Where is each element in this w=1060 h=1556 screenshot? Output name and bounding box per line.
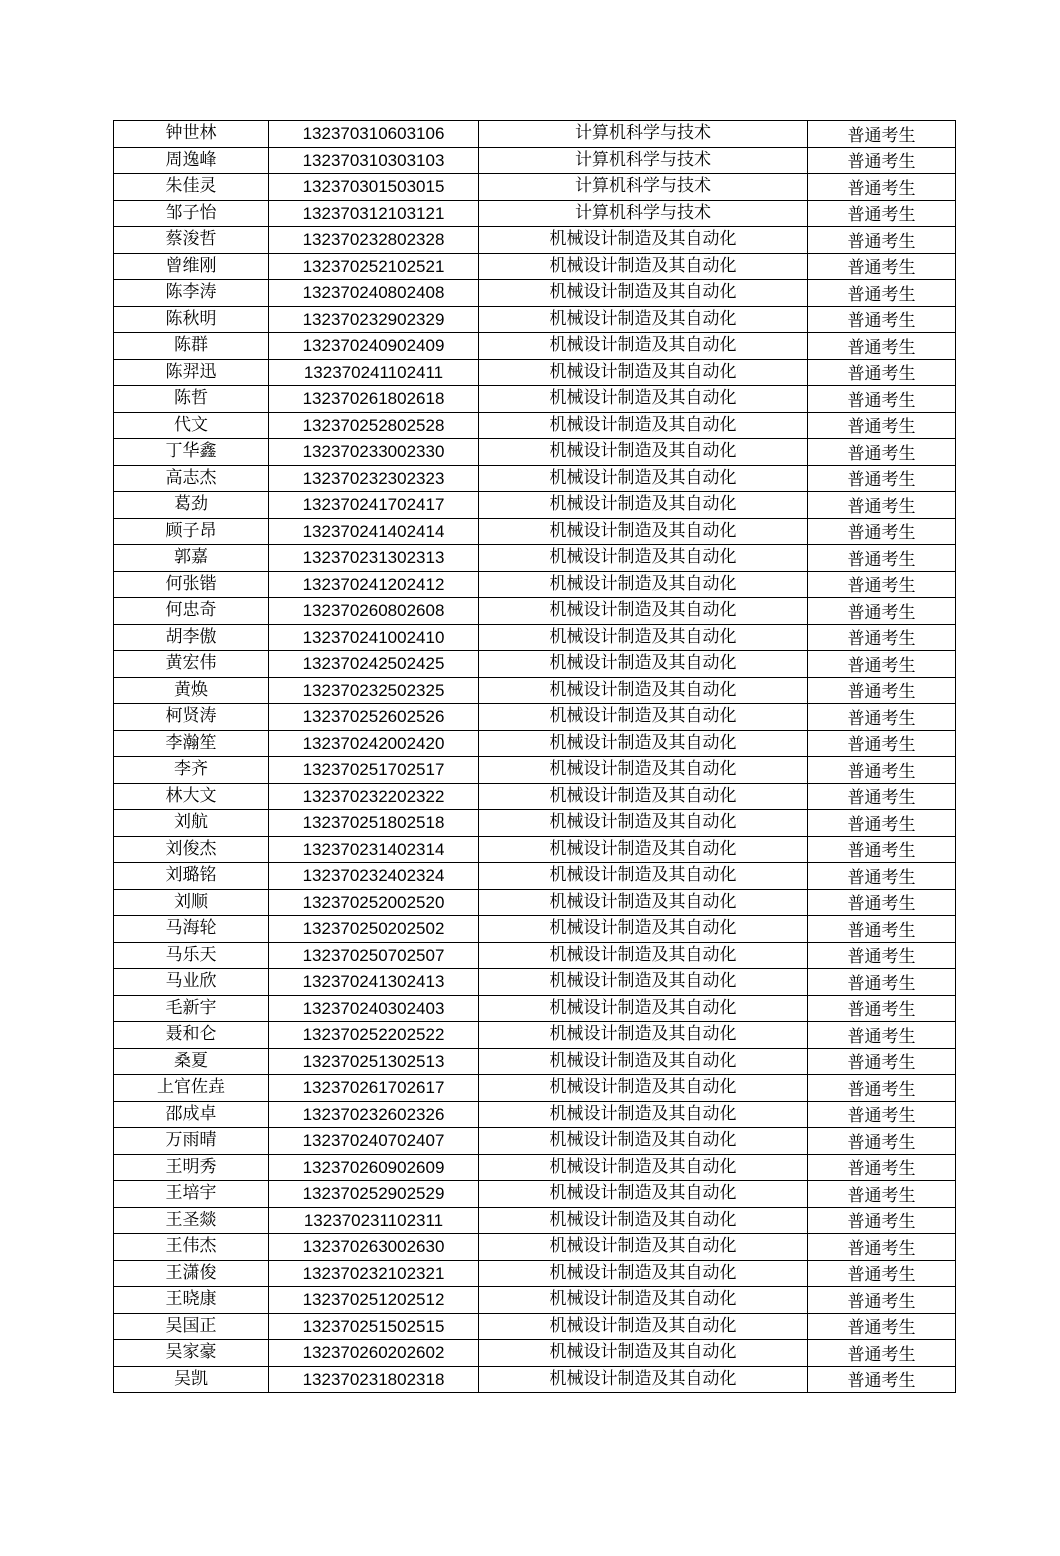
exam-number-cell: 132370252202522 (269, 1022, 479, 1049)
student-name-cell: 邵成卓 (114, 1101, 269, 1128)
candidate-type-cell: 普通考生 (808, 571, 956, 598)
table-row (114, 704, 956, 731)
exam-number-cell: 132370240902409 (269, 333, 479, 360)
student-name-cell: 王晓康 (114, 1287, 269, 1314)
major-cell: 机械设计制造及其自动化 (479, 1181, 808, 1208)
major-cell: 机械设计制造及其自动化 (479, 969, 808, 996)
major-cell: 机械设计制造及其自动化 (479, 492, 808, 519)
candidate-type-cell: 普通考生 (808, 147, 956, 174)
student-name-cell: 吴凯 (114, 1366, 269, 1393)
candidate-type-cell: 普通考生 (808, 545, 956, 572)
table-row (114, 359, 956, 386)
major-cell: 机械设计制造及其自动化 (479, 624, 808, 651)
major-cell: 机械设计制造及其自动化 (479, 651, 808, 678)
table-row (114, 1048, 956, 1075)
candidate-type-cell: 普通考生 (808, 677, 956, 704)
candidate-type-cell: 普通考生 (808, 730, 956, 757)
major-cell: 机械设计制造及其自动化 (479, 1154, 808, 1181)
candidate-type-cell: 普通考生 (808, 1101, 956, 1128)
major-cell: 机械设计制造及其自动化 (479, 1022, 808, 1049)
exam-number-cell: 132370241202412 (269, 571, 479, 598)
exam-number-cell: 132370233002330 (269, 439, 479, 466)
student-name-cell: 马海轮 (114, 916, 269, 943)
candidate-type-cell: 普通考生 (808, 518, 956, 545)
student-name-cell: 王明秀 (114, 1154, 269, 1181)
exam-number-cell: 132370251302513 (269, 1048, 479, 1075)
major-cell: 机械设计制造及其自动化 (479, 386, 808, 413)
student-name-cell: 上官佐垚 (114, 1075, 269, 1102)
exam-number-cell: 132370301503015 (269, 174, 479, 201)
student-name-cell: 邹子怡 (114, 200, 269, 227)
candidate-type-cell: 普通考生 (808, 253, 956, 280)
table-row (114, 439, 956, 466)
table-row (114, 1313, 956, 1340)
candidate-type-cell: 普通考生 (808, 1313, 956, 1340)
student-name-cell: 陈群 (114, 333, 269, 360)
candidate-type-cell: 普通考生 (808, 465, 956, 492)
table-row (114, 1154, 956, 1181)
major-cell: 机械设计制造及其自动化 (479, 439, 808, 466)
student-name-cell: 陈李涛 (114, 280, 269, 307)
table-row (114, 200, 956, 227)
exam-number-cell: 132370232102321 (269, 1260, 479, 1287)
candidate-type-cell: 普通考生 (808, 439, 956, 466)
exam-number-cell: 132370232902329 (269, 306, 479, 333)
table-row (114, 492, 956, 519)
exam-number-cell: 132370240302403 (269, 995, 479, 1022)
major-cell: 机械设计制造及其自动化 (479, 916, 808, 943)
student-name-cell: 代文 (114, 412, 269, 439)
candidate-type-cell: 普通考生 (808, 757, 956, 784)
table-row (114, 624, 956, 651)
major-cell: 机械设计制造及其自动化 (479, 1128, 808, 1155)
candidate-type-cell: 普通考生 (808, 995, 956, 1022)
table-row (114, 174, 956, 201)
major-cell: 机械设计制造及其自动化 (479, 1048, 808, 1075)
exam-number-cell: 132370252102521 (269, 253, 479, 280)
major-cell: 机械设计制造及其自动化 (479, 1234, 808, 1261)
candidate-type-cell: 普通考生 (808, 916, 956, 943)
student-name-cell: 马乐天 (114, 942, 269, 969)
candidate-type-cell: 普通考生 (808, 969, 956, 996)
exam-number-cell: 132370251502515 (269, 1313, 479, 1340)
major-cell: 机械设计制造及其自动化 (479, 1260, 808, 1287)
roster-table (113, 120, 956, 1393)
student-name-cell: 柯贤涛 (114, 704, 269, 731)
candidate-type-cell: 普通考生 (808, 200, 956, 227)
exam-number-cell: 132370310303103 (269, 147, 479, 174)
exam-number-cell: 132370231302313 (269, 545, 479, 572)
candidate-type-cell: 普通考生 (808, 1048, 956, 1075)
major-cell: 机械设计制造及其自动化 (479, 783, 808, 810)
student-name-cell: 黄宏伟 (114, 651, 269, 678)
table-row (114, 810, 956, 837)
table-row (114, 253, 956, 280)
table-row (114, 969, 956, 996)
student-name-cell: 吴国正 (114, 1313, 269, 1340)
table-row (114, 545, 956, 572)
table-row (114, 995, 956, 1022)
student-name-cell: 黄焕 (114, 677, 269, 704)
student-name-cell: 刘俊杰 (114, 836, 269, 863)
candidate-type-cell: 普通考生 (808, 1181, 956, 1208)
table-row (114, 147, 956, 174)
candidate-type-cell: 普通考生 (808, 1366, 956, 1393)
major-cell: 机械设计制造及其自动化 (479, 942, 808, 969)
major-cell: 机械设计制造及其自动化 (479, 280, 808, 307)
student-name-cell: 王圣燚 (114, 1207, 269, 1234)
candidate-type-cell: 普通考生 (808, 386, 956, 413)
table-row (114, 916, 956, 943)
major-cell: 机械设计制造及其自动化 (479, 571, 808, 598)
student-name-cell: 顾子昂 (114, 518, 269, 545)
student-name-cell: 李齐 (114, 757, 269, 784)
major-cell: 机械设计制造及其自动化 (479, 863, 808, 890)
student-name-cell: 马业欣 (114, 969, 269, 996)
candidate-type-cell: 普通考生 (808, 333, 956, 360)
major-cell: 机械设计制造及其自动化 (479, 306, 808, 333)
candidate-type-cell: 普通考生 (808, 227, 956, 254)
major-cell: 机械设计制造及其自动化 (479, 1340, 808, 1367)
exam-number-cell: 132370231802318 (269, 1366, 479, 1393)
major-cell: 机械设计制造及其自动化 (479, 545, 808, 572)
student-name-cell: 刘顺 (114, 889, 269, 916)
student-name-cell: 钟世林 (114, 121, 269, 148)
student-name-cell: 何张锴 (114, 571, 269, 598)
exam-number-cell: 132370263002630 (269, 1234, 479, 1261)
table-row (114, 280, 956, 307)
student-name-cell: 胡李傲 (114, 624, 269, 651)
candidate-type-cell: 普通考生 (808, 651, 956, 678)
table-row (114, 1260, 956, 1287)
student-name-cell: 蔡浚哲 (114, 227, 269, 254)
exam-number-cell: 132370261702617 (269, 1075, 479, 1102)
student-name-cell: 朱佳灵 (114, 174, 269, 201)
major-cell: 机械设计制造及其自动化 (479, 889, 808, 916)
candidate-type-cell: 普通考生 (808, 836, 956, 863)
student-name-cell: 高志杰 (114, 465, 269, 492)
major-cell: 机械设计制造及其自动化 (479, 677, 808, 704)
table-row (114, 121, 956, 148)
exam-number-cell: 132370241302413 (269, 969, 479, 996)
major-cell: 计算机科学与技术 (479, 200, 808, 227)
exam-number-cell: 132370252002520 (269, 889, 479, 916)
table-row (114, 598, 956, 625)
exam-number-cell: 132370250702507 (269, 942, 479, 969)
student-name-cell: 万雨晴 (114, 1128, 269, 1155)
student-name-cell: 林大文 (114, 783, 269, 810)
exam-number-cell: 132370250202502 (269, 916, 479, 943)
student-name-cell: 桑夏 (114, 1048, 269, 1075)
table-row (114, 306, 956, 333)
major-cell: 机械设计制造及其自动化 (479, 598, 808, 625)
student-name-cell: 丁华鑫 (114, 439, 269, 466)
table-row (114, 333, 956, 360)
exam-number-cell: 132370251202512 (269, 1287, 479, 1314)
student-name-cell: 王培宇 (114, 1181, 269, 1208)
table-row (114, 1366, 956, 1393)
exam-number-cell: 132370252902529 (269, 1181, 479, 1208)
candidate-type-cell: 普通考生 (808, 704, 956, 731)
table-row (114, 651, 956, 678)
candidate-type-cell: 普通考生 (808, 492, 956, 519)
major-cell: 机械设计制造及其自动化 (479, 995, 808, 1022)
exam-number-cell: 132370310603106 (269, 121, 479, 148)
exam-number-cell: 132370312103121 (269, 200, 479, 227)
exam-number-cell: 132370251702517 (269, 757, 479, 784)
student-name-cell: 刘航 (114, 810, 269, 837)
student-name-cell: 陈秋明 (114, 306, 269, 333)
exam-number-cell: 132370240802408 (269, 280, 479, 307)
major-cell: 机械设计制造及其自动化 (479, 359, 808, 386)
table-row (114, 783, 956, 810)
table-row (114, 889, 956, 916)
exam-number-cell: 132370242002420 (269, 730, 479, 757)
major-cell: 计算机科学与技术 (479, 147, 808, 174)
major-cell: 机械设计制造及其自动化 (479, 1101, 808, 1128)
table-row (114, 730, 956, 757)
student-name-cell: 王潇俊 (114, 1260, 269, 1287)
exam-number-cell: 132370232302323 (269, 465, 479, 492)
major-cell: 机械设计制造及其自动化 (479, 333, 808, 360)
major-cell: 计算机科学与技术 (479, 121, 808, 148)
major-cell: 机械设计制造及其自动化 (479, 465, 808, 492)
exam-number-cell: 132370261802618 (269, 386, 479, 413)
student-name-cell: 王伟杰 (114, 1234, 269, 1261)
table-row (114, 1075, 956, 1102)
major-cell: 机械设计制造及其自动化 (479, 253, 808, 280)
table-row (114, 1128, 956, 1155)
exam-number-cell: 132370232502325 (269, 677, 479, 704)
exam-number-cell: 132370231102311 (269, 1207, 479, 1234)
candidate-type-cell: 普通考生 (808, 942, 956, 969)
student-name-cell: 葛劲 (114, 492, 269, 519)
exam-number-cell: 132370260902609 (269, 1154, 479, 1181)
candidate-type-cell: 普通考生 (808, 598, 956, 625)
major-cell: 机械设计制造及其自动化 (479, 757, 808, 784)
candidate-type-cell: 普通考生 (808, 1287, 956, 1314)
student-name-cell: 李瀚笙 (114, 730, 269, 757)
candidate-type-cell: 普通考生 (808, 783, 956, 810)
exam-number-cell: 132370232602326 (269, 1101, 479, 1128)
exam-number-cell: 132370252602526 (269, 704, 479, 731)
table-row (114, 1234, 956, 1261)
candidate-type-cell: 普通考生 (808, 889, 956, 916)
candidate-type-cell: 普通考生 (808, 1154, 956, 1181)
major-cell: 机械设计制造及其自动化 (479, 412, 808, 439)
candidate-type-cell: 普通考生 (808, 810, 956, 837)
exam-number-cell: 132370240702407 (269, 1128, 479, 1155)
table-row (114, 412, 956, 439)
exam-number-cell: 132370231402314 (269, 836, 479, 863)
candidate-type-cell: 普通考生 (808, 359, 956, 386)
major-cell: 机械设计制造及其自动化 (479, 704, 808, 731)
exam-number-cell: 132370241402414 (269, 518, 479, 545)
candidate-type-cell: 普通考生 (808, 412, 956, 439)
candidate-type-cell: 普通考生 (808, 1340, 956, 1367)
table-row (114, 757, 956, 784)
table-row (114, 863, 956, 890)
major-cell: 机械设计制造及其自动化 (479, 518, 808, 545)
candidate-type-cell: 普通考生 (808, 863, 956, 890)
table-row (114, 942, 956, 969)
candidate-type-cell: 普通考生 (808, 624, 956, 651)
major-cell: 机械设计制造及其自动化 (479, 836, 808, 863)
exam-number-cell: 132370232802328 (269, 227, 479, 254)
student-name-cell: 陈哲 (114, 386, 269, 413)
candidate-type-cell: 普通考生 (808, 1022, 956, 1049)
table-row (114, 1101, 956, 1128)
table-row (114, 465, 956, 492)
candidate-type-cell: 普通考生 (808, 1075, 956, 1102)
table-row (114, 1181, 956, 1208)
student-name-cell: 陈羿迅 (114, 359, 269, 386)
exam-number-cell: 132370241002410 (269, 624, 479, 651)
exam-number-cell: 132370232202322 (269, 783, 479, 810)
exam-number-cell: 132370241102411 (269, 359, 479, 386)
table-row (114, 836, 956, 863)
exam-number-cell: 132370242502425 (269, 651, 479, 678)
student-name-cell: 郭嘉 (114, 545, 269, 572)
roster-body (114, 121, 956, 1393)
major-cell: 机械设计制造及其自动化 (479, 1207, 808, 1234)
table-row (114, 518, 956, 545)
major-cell: 机械设计制造及其自动化 (479, 227, 808, 254)
candidate-type-cell: 普通考生 (808, 1234, 956, 1261)
table-row (114, 227, 956, 254)
major-cell: 机械设计制造及其自动化 (479, 730, 808, 757)
student-name-cell: 毛新宇 (114, 995, 269, 1022)
table-row (114, 1207, 956, 1234)
table-row (114, 677, 956, 704)
candidate-type-cell: 普通考生 (808, 306, 956, 333)
table-row (114, 386, 956, 413)
table-row (114, 1340, 956, 1367)
table-row (114, 1287, 956, 1314)
candidate-type-cell: 普通考生 (808, 1260, 956, 1287)
student-name-cell: 曾维刚 (114, 253, 269, 280)
major-cell: 机械设计制造及其自动化 (479, 1075, 808, 1102)
exam-number-cell: 132370241702417 (269, 492, 479, 519)
major-cell: 机械设计制造及其自动化 (479, 1366, 808, 1393)
candidate-type-cell: 普通考生 (808, 1128, 956, 1155)
student-name-cell: 吴家豪 (114, 1340, 269, 1367)
major-cell: 机械设计制造及其自动化 (479, 810, 808, 837)
student-name-cell: 聂和仑 (114, 1022, 269, 1049)
major-cell: 计算机科学与技术 (479, 174, 808, 201)
student-name-cell: 周逸峰 (114, 147, 269, 174)
table-row (114, 571, 956, 598)
major-cell: 机械设计制造及其自动化 (479, 1313, 808, 1340)
candidate-type-cell: 普通考生 (808, 174, 956, 201)
exam-number-cell: 132370232402324 (269, 863, 479, 890)
student-name-cell: 何忠奇 (114, 598, 269, 625)
exam-number-cell: 132370260802608 (269, 598, 479, 625)
candidate-type-cell: 普通考生 (808, 121, 956, 148)
candidate-type-cell: 普通考生 (808, 280, 956, 307)
major-cell: 机械设计制造及其自动化 (479, 1287, 808, 1314)
exam-number-cell: 132370251802518 (269, 810, 479, 837)
candidate-type-cell: 普通考生 (808, 1207, 956, 1234)
student-name-cell: 刘璐铭 (114, 863, 269, 890)
exam-number-cell: 132370252802528 (269, 412, 479, 439)
table-row (114, 1022, 956, 1049)
exam-number-cell: 132370260202602 (269, 1340, 479, 1367)
